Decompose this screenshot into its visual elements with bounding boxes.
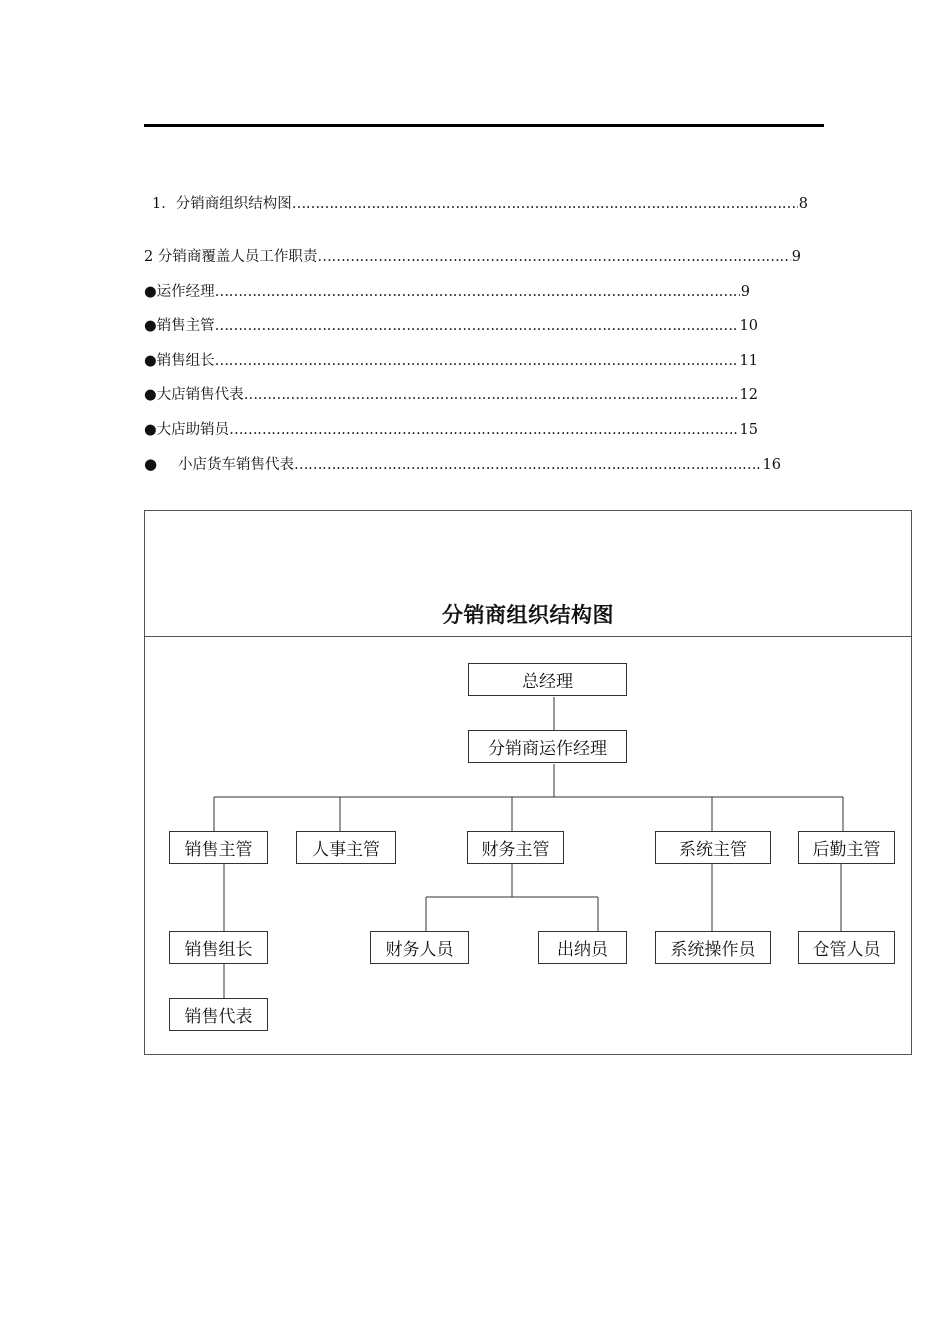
toc-entry-label: ●销售组长 [144, 353, 215, 369]
org-node-system-operator [655, 931, 771, 964]
org-node-cashier [538, 931, 627, 964]
toc-entry-org-chart[interactable] [152, 194, 808, 214]
toc-entry-label: ●大店助销员 [144, 422, 230, 438]
toc-entry-van-sales-rep[interactable] [144, 454, 781, 475]
toc-entry-page: 11 [739, 353, 758, 369]
toc-entry-page: 12 [739, 387, 758, 403]
toc-leader-dots [317, 247, 790, 267]
org-chart-header [145, 511, 911, 637]
org-node-label: 财务人员 [385, 940, 454, 960]
toc-entry-label: ●大店销售代表 [144, 387, 244, 403]
org-node-label: 人事主管 [312, 840, 380, 860]
toc-entry-page: 9 [791, 249, 801, 265]
toc-leader-dots [244, 385, 739, 405]
toc-entry-sales-team-leader[interactable] [144, 351, 758, 371]
toc-leader-dots [229, 420, 738, 440]
toc-entry-sales-supervisor[interactable] [144, 316, 758, 336]
toc-leader-dots [215, 282, 740, 302]
org-node-label: 系统操作员 [670, 940, 756, 960]
toc-entry-label: 2 分销商覆盖人员工作职责 [144, 249, 318, 265]
toc-leader-dots [215, 351, 739, 371]
org-node-logistics-supervisor [798, 831, 895, 864]
toc-entry-duties[interactable] [144, 247, 801, 267]
toc-entry-label: ●销售主管 [144, 318, 215, 334]
toc-leader-dots [294, 455, 762, 475]
org-node-label: 分销商运作经理 [488, 739, 607, 759]
toc-entry-page: 9 [740, 284, 750, 300]
table-of-contents [0, 0, 950, 490]
org-node-general-manager [468, 663, 627, 696]
org-node-label: 总经理 [522, 672, 573, 692]
org-node-system-supervisor [655, 831, 771, 864]
toc-entry-label: ●运作经理 [144, 284, 215, 300]
toc-leader-dots [292, 194, 798, 214]
toc-entry-label: 1．分销商组织结构图 [152, 196, 292, 212]
org-chart-title: 分销商组织结构图 [442, 603, 614, 627]
toc-entry-page: 10 [739, 318, 758, 334]
org-node-label: 出纳员 [557, 940, 608, 960]
org-node-label: 财务主管 [481, 840, 550, 860]
toc-entry-page: 8 [798, 196, 808, 212]
toc-entry-label: 小店货车销售代表 [178, 457, 294, 473]
org-node-warehouse-staff [798, 931, 895, 964]
org-node-label: 销售组长 [184, 940, 253, 960]
toc-entry-key-account-assistant[interactable] [144, 420, 758, 440]
toc-entry-key-account-rep[interactable] [144, 385, 758, 405]
org-node-label: 系统主管 [679, 840, 747, 860]
org-node-label: 销售主管 [184, 840, 253, 860]
org-node-finance-staff [370, 931, 469, 964]
org-node-sales-representative [169, 998, 268, 1031]
org-node-operations-manager [468, 730, 627, 763]
org-node-hr-supervisor [296, 831, 396, 864]
toc-leader-dots [215, 316, 739, 336]
toc-entry-page: 15 [739, 422, 758, 438]
org-node-sales-supervisor [169, 831, 268, 864]
org-node-label: 后勤主管 [812, 840, 881, 860]
org-node-label: 仓管人员 [812, 940, 881, 960]
bullet-icon: ● [144, 455, 158, 473]
org-node-sales-team-leader [169, 931, 268, 964]
toc-entry-page: 16 [762, 457, 781, 473]
toc-entry-operations-manager[interactable] [144, 282, 750, 302]
org-node-label: 销售代表 [184, 1007, 253, 1027]
org-node-finance-supervisor [467, 831, 564, 864]
org-chart-frame [144, 510, 912, 1055]
